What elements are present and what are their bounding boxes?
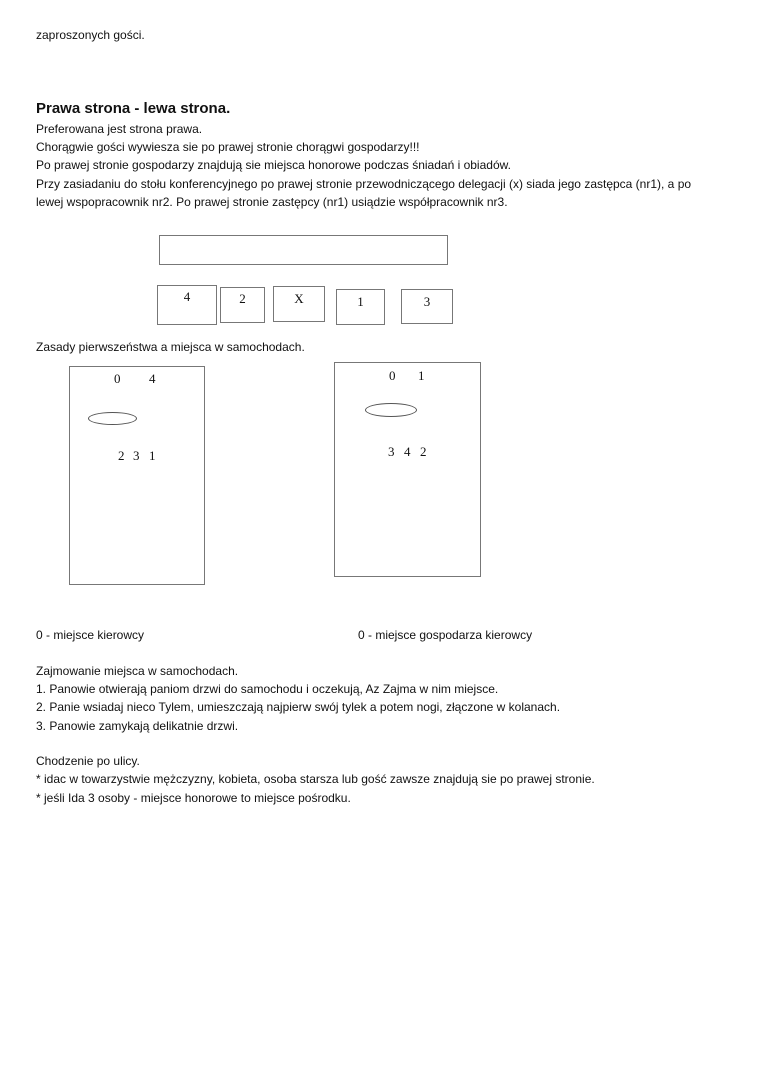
table-seat: 4	[157, 285, 217, 325]
table-seat: 1	[336, 289, 385, 325]
table-seat: X	[273, 286, 325, 322]
seat-label: 3	[388, 444, 395, 459]
steering-wheel-icon	[88, 412, 137, 425]
list-item: 3. Panowie zamykają delikatnie drzwi.	[36, 719, 239, 733]
seat-label: 1	[418, 368, 425, 383]
seat-label: 4	[149, 371, 156, 386]
table-seat: 2	[220, 287, 265, 323]
cars-section-title: Zajmowanie miejsca w samochodach.	[36, 664, 239, 678]
paragraph-line: Chorągwie gości wywiesza sie po prawej stronie chorągwi gospodarzy!!!	[36, 140, 420, 154]
car-diagram-1	[69, 366, 205, 585]
list-item: * idac w towarzystwie mężczyzny, kobieta, osoba starsza lub gość zawsze znajdują sie po prawej stronie.	[36, 772, 595, 786]
steering-wheel-icon	[365, 403, 417, 417]
paragraph-line: Przy zasiadaniu do stołu konferencyjnego po prawej stronie przewodniczącego delegacji (x) siada jego zastępca (nr1), a po	[36, 177, 692, 191]
list-item: * jeśli Ida 3 osoby - miejsce honorowe to miejsce pośrodku.	[36, 791, 351, 805]
car2-legend: 0 - miejsce gospodarza kierowcy	[358, 628, 533, 642]
conference-table	[159, 235, 448, 265]
seat-label: 0	[114, 371, 121, 386]
seat-label: 2	[420, 444, 427, 459]
intro-text: zaproszonych gości.	[36, 28, 145, 42]
car-diagram-2	[334, 362, 481, 577]
paragraph-line: Preferowana jest strona prawa.	[36, 122, 203, 136]
section-heading: Prawa strona - lewa strona.	[36, 100, 231, 117]
seat-label: 1	[149, 448, 156, 463]
paragraph-line: lewej wspopracownik nr2. Po prawej stronie zastępcy (nr1) usiądzie współpracownik nr3.	[36, 195, 508, 209]
seat-label: 4	[404, 444, 411, 459]
list-item: 1. Panowie otwierają paniom drzwi do samochodu i oczekują, Az Zajma w nim miejsce.	[36, 682, 499, 696]
seat-label: 3	[133, 448, 140, 463]
paragraph-line: Po prawej stronie gospodarzy znajdują sie miejsca honorowe podczas śniadań i obiadów.	[36, 158, 511, 172]
street-section-title: Chodzenie po ulicy.	[36, 754, 140, 768]
table-seat: 3	[401, 289, 453, 324]
seat-label: 0	[389, 368, 396, 383]
car1-legend: 0 - miejsce kierowcy	[36, 628, 145, 642]
seat-label: 2	[118, 448, 125, 463]
cars-caption: Zasady pierwszeństwa a miejsca w samochodach.	[36, 340, 305, 354]
list-item: 2. Panie wsiadaj nieco Tylem, umieszczają najpierw swój tylek a potem nogi, złączone w kolanach.	[36, 700, 561, 714]
